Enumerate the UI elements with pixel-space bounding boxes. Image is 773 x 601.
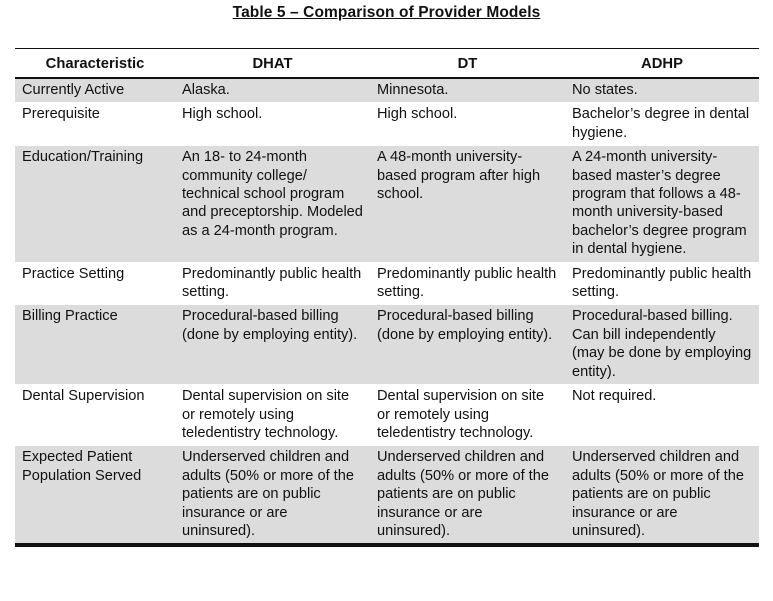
- cell-adhp: Not required.: [565, 385, 759, 446]
- cell-dhat: High school.: [175, 103, 370, 146]
- cell-adhp: Procedural-based billing. Can bill independently (may be done by employing entity).: [565, 305, 759, 385]
- table-header-row: [15, 49, 759, 79]
- table-row-practice-setting: [15, 262, 759, 305]
- cell-dt: Procedural-based billing (done by employing entity).: [370, 305, 565, 385]
- cell-adhp: Underserved children and adults (50% or more of the patients are on public insurance or are uninsured).: [565, 446, 759, 546]
- cell-adhp: Bachelor’s degree in dental hygiene.: [565, 103, 759, 146]
- cell-adhp: Predominantly public health setting.: [565, 262, 759, 305]
- table-title: Table 5 – Comparison of Provider Models: [232, 4, 541, 21]
- table-row-prerequisite: [15, 103, 759, 146]
- cell-dhat: Alaska.: [175, 78, 370, 103]
- cell-characteristic: Practice Setting: [15, 262, 175, 305]
- cell-adhp: A 24-month university-based master’s degree program that follows a 48-month university-based bachelor’s degree program in dental hygiene.: [565, 146, 759, 262]
- cell-dt: High school.: [370, 103, 565, 146]
- cell-dt: Predominantly public health setting.: [370, 262, 565, 305]
- cell-characteristic: Prerequisite: [15, 103, 175, 146]
- provider-comparison-table: [15, 48, 759, 547]
- cell-characteristic: Education/Training: [15, 146, 175, 262]
- header-adhp: ADHP: [641, 55, 683, 72]
- table-row-billing-practice: [15, 305, 759, 385]
- header-dt: DT: [457, 55, 478, 72]
- cell-adhp: No states.: [565, 78, 759, 103]
- cell-dhat: Procedural-based billing (done by employing entity).: [175, 305, 370, 385]
- table-row-currently-active: [15, 78, 759, 103]
- cell-characteristic: Expected Patient Population Served: [15, 446, 175, 546]
- cell-dt: Minnesota.: [370, 78, 565, 103]
- table-row-expected-patient-population: [15, 446, 759, 546]
- cell-dt: Dental supervision on site or remotely using teledentistry technology.: [370, 385, 565, 446]
- cell-characteristic: Currently Active: [15, 78, 175, 103]
- cell-characteristic: Dental Supervision: [15, 385, 175, 446]
- cell-dt: A 48-month university-based program after high school.: [370, 146, 565, 262]
- cell-dhat: An 18- to 24-month community college/ technical school program and preceptorship. Modeled as a 24-month program.: [175, 146, 370, 262]
- cell-dt: Underserved children and adults (50% or more of the patients are on public insurance or are uninsured).: [370, 446, 565, 546]
- table-row-dental-supervision: [15, 385, 759, 446]
- header-characteristic: Characteristic: [45, 55, 145, 72]
- cell-dhat: Underserved children and adults (50% or more of the patients are on public insurance or are uninsured).: [175, 446, 370, 546]
- table-row-education-training: [15, 146, 759, 262]
- cell-dhat: Predominantly public health setting.: [175, 262, 370, 305]
- cell-dhat: Dental supervision on site or remotely using teledentistry technology.: [175, 385, 370, 446]
- header-dhat: DHAT: [252, 55, 293, 72]
- cell-characteristic: Billing Practice: [15, 305, 175, 385]
